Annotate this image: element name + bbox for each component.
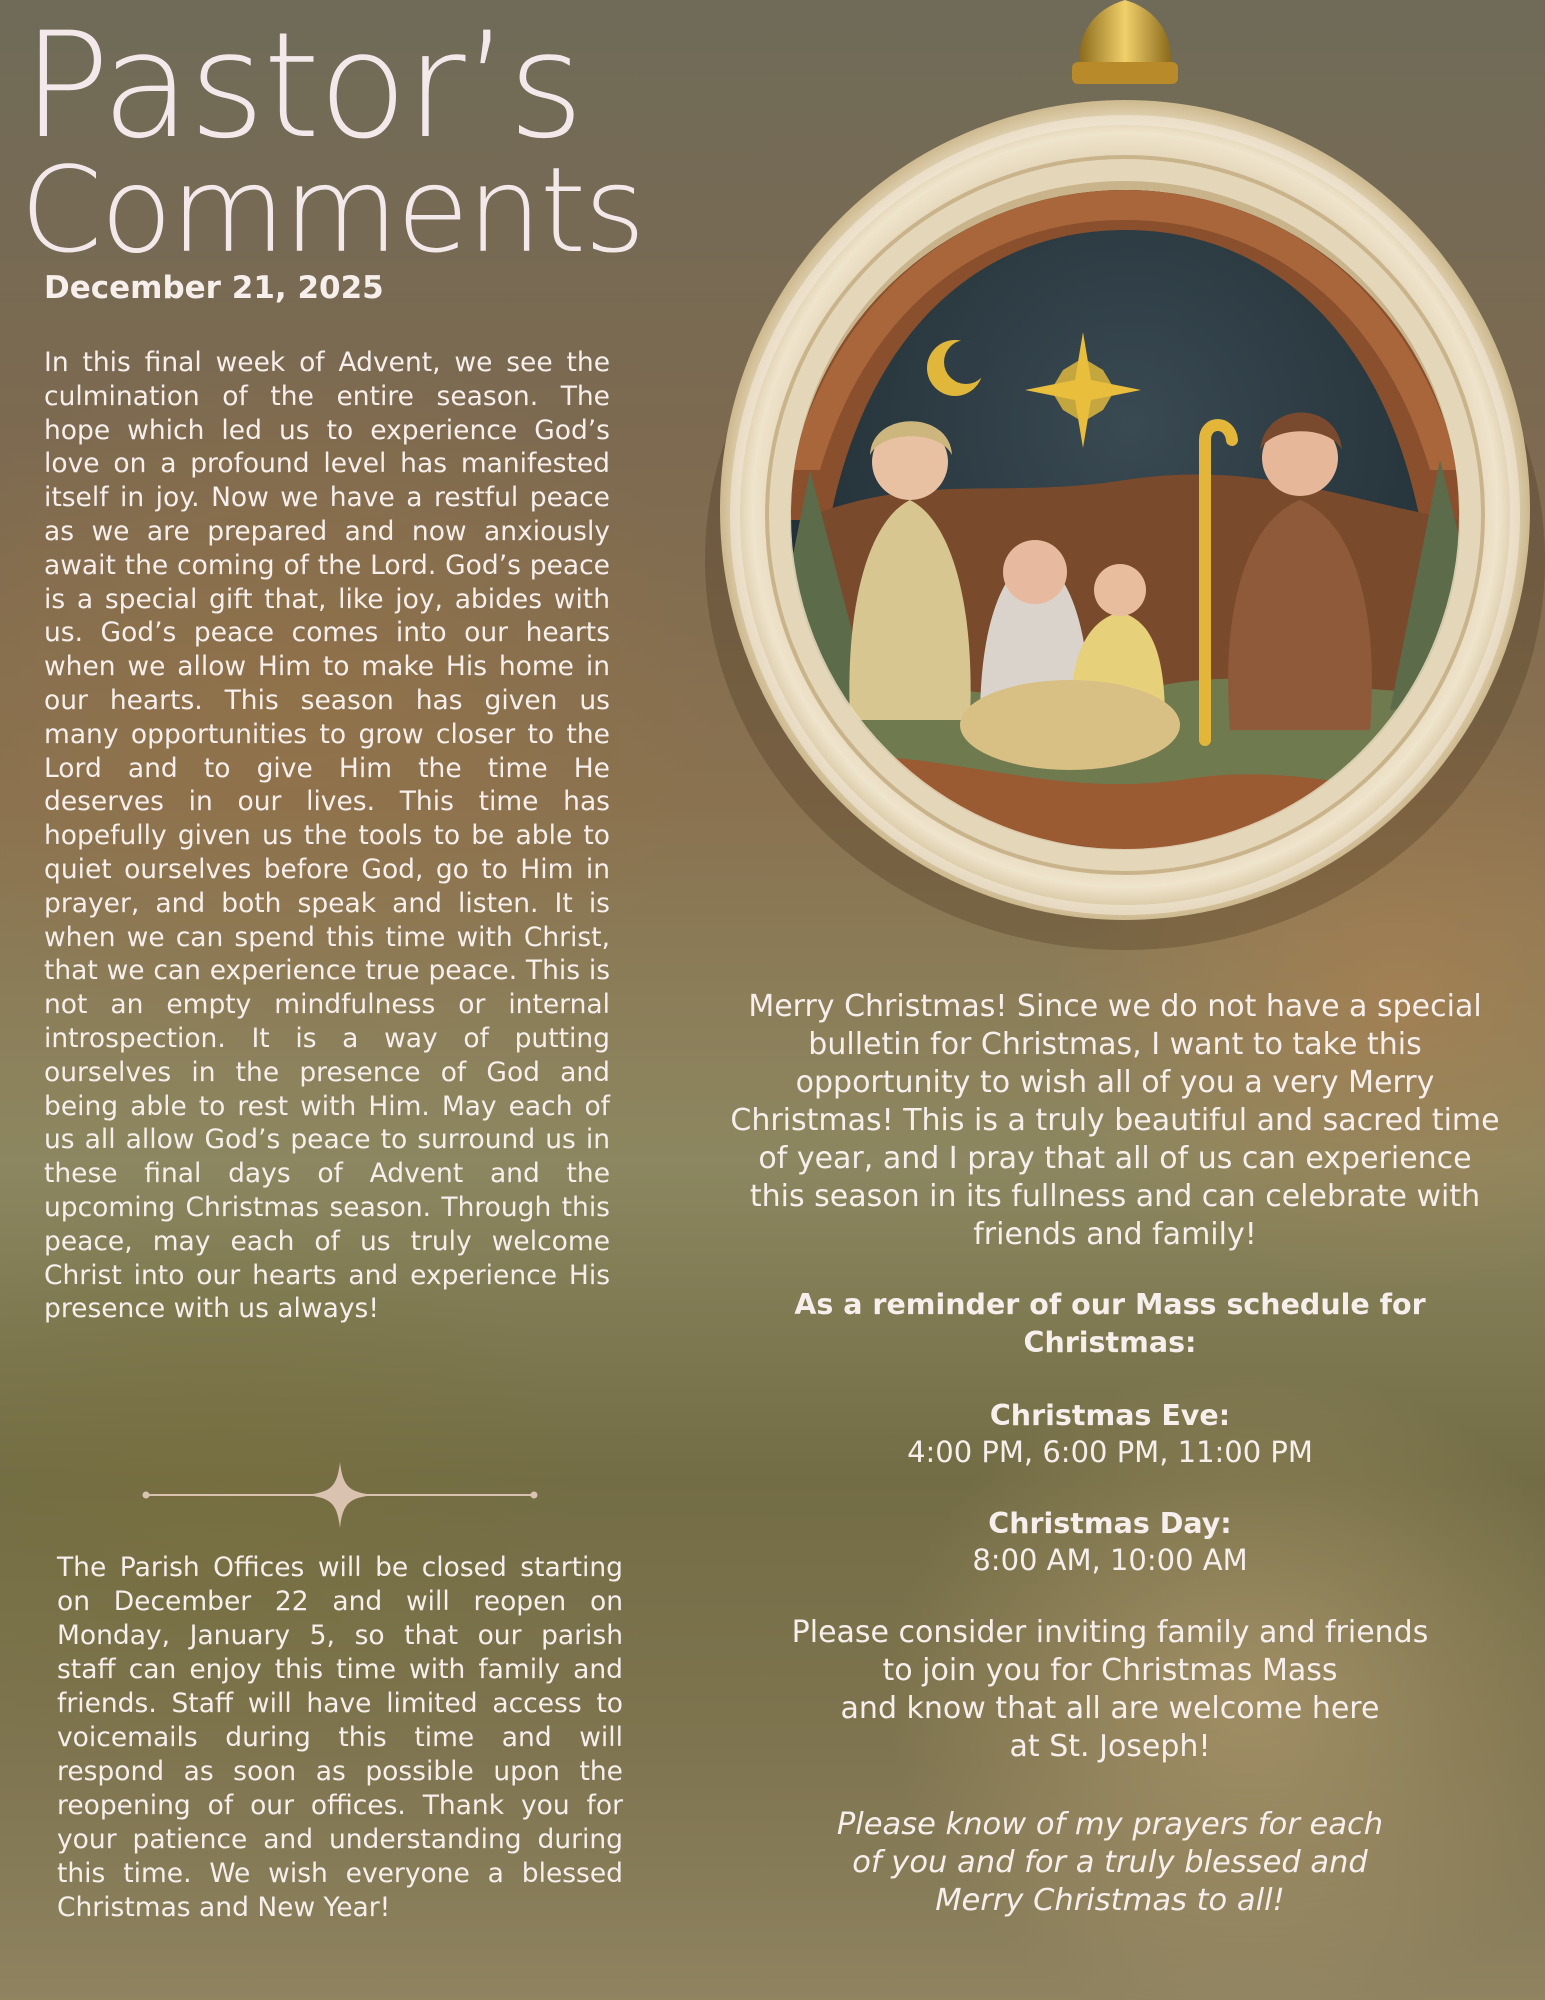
mass-schedule-heading: As a reminder of our Mass schedule for Christmas: [794,1288,1426,1359]
advent-reflection-paragraph: In this final week of Advent, we see the culmination of the entire season. The hope which led us to experience God’s love on a profound level has manifested itself in joy. Now we have a restful peace as we are prepared and now anxiously await the coming of the Lord. God’s peace is a special gift that, like joy, abides with us. God’s peace comes into our hearts when we allow Him to make His home in our hearts. This season has given us many opportunities to grow closer to the Lord and to give Him the time He deserves in our lives. This time has hopefully given us the tools to be able to quiet ourselves before God, go to Him in prayer, and both speak and listen. It is when we can spend this time with Christ, that we can experience true peace. This is not an empty mindfulness or internal introspection. It is a way of putting ourselves in the presence of God and being able to rest with Him. May each of us all allow God’s peace to surround us in these final days of Advent and the upcoming Christmas season. Through this peace, may each of us truly welcome Christ into our hearts and experience His presence with us always! [44,347,610,1325]
page-title [20,1,644,279]
nativity-ornament-illustration [620,0,1545,960]
service-times: 8:00 AM, 10:00 AM [972,1543,1248,1577]
invitation-paragraph [720,1614,1500,1766]
invitation-line: Please consider inviting family and friends [791,1615,1429,1650]
service-times: 4:00 PM, 6:00 PM, 11:00 PM [907,1435,1313,1469]
service-label: Christmas Eve: [989,1399,1231,1432]
prayer-line: Merry Christmas to all! [935,1883,1285,1918]
invitation-line: at St. Joseph! [1009,1729,1211,1764]
invitation-line: to join you for Christmas Mass [882,1653,1338,1688]
christmas-day-service [720,1506,1500,1578]
closing-prayer [720,1806,1500,1920]
christmas-greeting-paragraph: Merry Christmas! Since we do not have a special bulletin for Christmas, I want to take this opportunity to wish all of you a very Merry Christmas! This is a truly beautiful and sacred time of year, and I pray that all of us can experience this season in its fullness and can celebrate with friends and family! [730,989,1500,1252]
sparkle-divider-icon [140,1462,540,1528]
bulletin-date: December 21, 2025 [44,270,384,306]
title-line-pastors: Pastor’s [22,1,583,171]
christmas-eve-service [720,1398,1500,1470]
service-label: Christmas Day: [988,1507,1232,1540]
prayer-line: of you and for a truly blessed and [852,1845,1368,1880]
invitation-line: and know that all are welcome here [840,1691,1380,1726]
prayer-line: Please know of my prayers for each [836,1807,1384,1842]
title-line-comments: Comments [20,141,644,279]
office-closure-paragraph: The Parish Offices will be closed starting on December 22 and will reopen on Monday, January 5, so that our parish staff can enjoy this time with family and friends. Staff will have limited access to voicemails during this time and will respond as soon as possible upon the reopening of our offices. Thank you for your patience and understanding during this time. We wish everyone a blessed Christmas and New Year! [57,1552,623,1923]
christmas-message-column [720,988,1500,1920]
